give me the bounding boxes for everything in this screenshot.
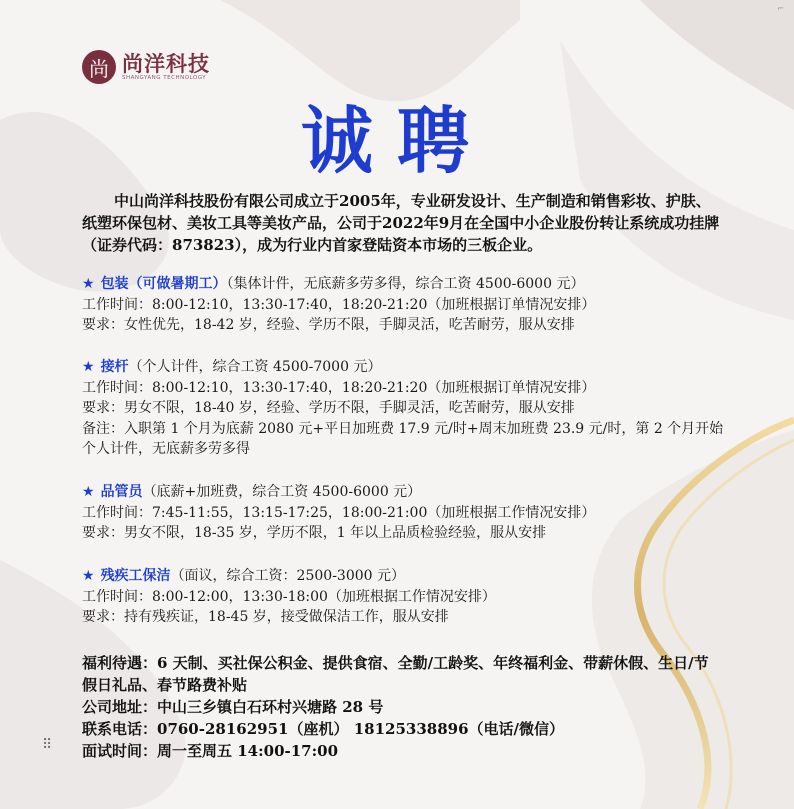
logo-mark: 尚 [82,50,116,84]
job-title: 包装（可做暑期工） [100,276,227,292]
company-intro: 中山尚洋科技股份有限公司成立于2005年，专业研发设计、生产制造和销售彩妆、护肤、纸塑环保包材、美妆工具等美妆产品，公司于2022年9月在全国中小企业股份转让系统成功挂牌（证券代码：873823），成为行业内首家登陆资本市场的三板企业。 [82,192,720,254]
job-summary: （面议，综合工资：2500-3000 元） [170,568,406,584]
job-summary: （底薪+加班费，综合工资 4500-6000 元） [142,484,422,500]
job-cleaner [82,566,732,628]
job-requirements: 要求：持有残疾证，18-45 岁，接受做保洁工作，服从安排 [82,609,449,625]
address: 公司地址：中山三乡镇白石环村兴塘路 28 号 [82,698,384,716]
drag-handle-icon[interactable]: ⠿ [42,737,53,753]
phone: 联系电话：0760-28162951（座机） 18125338896（电话/微信） [82,720,564,738]
benefits: 福利待遇：6 天制、买社保公积金、提供食宿、全勤/工龄奖、年终福利金、带薪休假、生日/节假日礼品、春节路费补贴 [82,654,709,694]
job-quality-inspector [82,482,732,544]
logo-tagline: SHANGYANG TECHNOLOGY [122,75,207,81]
job-hours: 工作时间：8:00-12:00，13:30-18:00（加班根据工作情况安排） [82,588,496,605]
job-title: 品管员 [100,484,143,500]
job-requirements: 要求：女性优先，18-42 岁，经验、学历不限，手脚灵活，吃苦耐劳，服从安排 [82,317,575,333]
job-hours: 工作时间：8:00-12:10，13:30-17:40，18:20-21:20（加班根据订单情况安排） [82,379,596,396]
company-logo [82,50,210,84]
corner-mark-icon: ⌐ [777,4,784,13]
job-title: 接杆 [100,359,129,375]
page-title: 诚聘 [300,98,493,183]
job-requirements: 要求：男女不限，18-35 岁，学历不限，1 年以上品质检验经验，服从安排 [82,525,547,541]
star-icon: ★ [82,359,95,375]
job-title: 残疾工保洁 [100,568,171,584]
job-summary: （集体计件，无底薪多劳多得，综合工资 4500-6000 元） [226,276,585,292]
star-icon: ★ [82,276,95,292]
job-hours: 工作时间：8:00-12:10，13:30-17:40，18:20-21:20（加班根据订单情况安排） [82,296,596,313]
job-requirements: 要求：男女不限，18-40 岁，经验、学历不限，手脚灵活，吃苦耐劳，服从安排 [82,400,575,416]
job-packing [82,274,732,336]
company-info [82,652,722,762]
logo-name: 尚洋科技 [122,52,210,76]
star-icon: ★ [82,568,95,584]
job-summary: （个人计件，综合工资 4500-7000 元） [128,359,382,375]
interview-time: 面试时间：周一至周五 14:00-17:00 [82,742,339,760]
star-icon: ★ [82,484,95,500]
job-hours: 工作时间：7:45-11:55，13:15-17:25，18:00-21:00（加班根据工作情况安排） [82,504,596,521]
job-rod-assembly [82,357,732,460]
job-note: 备注：入职第 1 个月为底薪 2080 元+平日加班费 17.9 元/时+周末加班费 23.9 元/时，第 2 个月开始个人计件，无底薪多劳多得 [82,420,724,457]
